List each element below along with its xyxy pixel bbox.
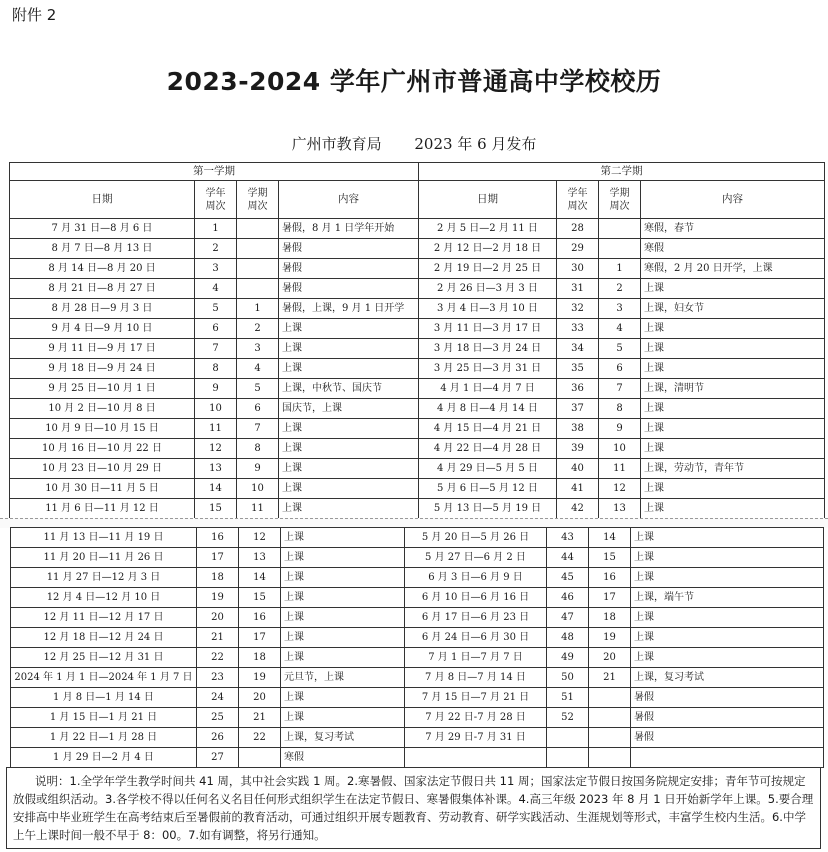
term2-date-cell: 4 月 29 日—5 月 5 日: [419, 459, 557, 479]
term1-date-cell: 10 月 9 日—10 月 15 日: [10, 419, 195, 439]
term2-content-cell: 上课: [641, 439, 825, 459]
term2-date-cell: 6 月 10 日—6 月 16 日: [405, 588, 547, 608]
term1-content-cell: 上课: [281, 568, 405, 588]
term2-date-cell: 7 月 29 日-7 月 31 日: [405, 728, 547, 748]
term2-date-cell: 5 月 13 日—5 月 19 日: [419, 499, 557, 519]
term2-date-cell: 6 月 3 日—6 月 9 日: [405, 568, 547, 588]
term2-content-cell: 上课: [631, 568, 824, 588]
term1-content-cell: 上课: [279, 479, 419, 499]
term2-term-week-cell: 10: [599, 439, 641, 459]
term1-content-cell: 上课: [281, 648, 405, 668]
term1-content-cell: 上课: [281, 708, 405, 728]
term1-year-week-cell: 24: [197, 688, 239, 708]
term1-term-week-cell: 8: [237, 439, 279, 459]
term2-year-week-cell: 38: [557, 419, 599, 439]
term1-term-week-cell: 11: [237, 499, 279, 519]
page-title: 2023-2024 学年广州市普通高中学校校历: [166, 67, 662, 96]
term2-year-week-cell: 28: [557, 219, 599, 239]
term1-date-cell: 8 月 14 日—8 月 20 日: [10, 259, 195, 279]
term-week-header-text: 学期 周次: [247, 187, 268, 212]
term1-date-cell: 8 月 7 日—8 月 13 日: [10, 239, 195, 259]
term1-content-cell: 上课: [279, 499, 419, 519]
col-year-week-header: [557, 181, 599, 219]
term1-content-cell: 暑假，上课，9 月 1 日开学: [279, 299, 419, 319]
term2-term-week-cell: 13: [599, 499, 641, 519]
term2-content-cell: 上课，复习考试: [631, 668, 824, 688]
term1-date-cell: 9 月 18 日—9 月 24 日: [10, 359, 195, 379]
term1-year-week-cell: 25: [197, 708, 239, 728]
term1-year-week-cell: 15: [195, 499, 237, 519]
col-content-header: 内容: [641, 181, 825, 219]
col-year-week-header: [195, 181, 237, 219]
publisher-line: [0, 133, 828, 154]
table-row: [10, 499, 825, 519]
term2-content-cell: 上课: [631, 548, 824, 568]
term1-content-cell: 上课: [281, 688, 405, 708]
term2-term-week-cell: [589, 728, 631, 748]
table-row: [11, 608, 824, 628]
table-row: [11, 568, 824, 588]
term1-term-week-cell: [237, 219, 279, 239]
term1-content-cell: 上课: [279, 359, 419, 379]
term1-content-cell: 上课: [281, 628, 405, 648]
term2-term-week-cell: 16: [589, 568, 631, 588]
term1-term-week-cell: 7: [237, 419, 279, 439]
term1-year-week-cell: 9: [195, 379, 237, 399]
term1-date-cell: 12 月 11 日—12 月 17 日: [11, 608, 197, 628]
term1-year-week-cell: 1: [195, 219, 237, 239]
term1-content-cell: 上课: [279, 339, 419, 359]
term1-term-week-cell: 6: [237, 399, 279, 419]
term2-content-cell: 寒假，2 月 20 日开学，上课: [641, 259, 825, 279]
term2-date-cell: 7 月 8 日—7 月 14 日: [405, 668, 547, 688]
term1-year-week-cell: 22: [197, 648, 239, 668]
term2-year-week-cell: 50: [547, 668, 589, 688]
term2-term-week-cell: 18: [589, 608, 631, 628]
term2-date-cell: [405, 748, 547, 768]
table-row: [11, 668, 824, 688]
term2-year-week-cell: 49: [547, 648, 589, 668]
table-row: [10, 399, 825, 419]
table-row: [10, 359, 825, 379]
term2-date-cell: 2 月 19 日—2 月 25 日: [419, 259, 557, 279]
term1-date-cell: 1 月 15 日—1 月 21 日: [11, 708, 197, 728]
term2-content-cell: 上课: [641, 419, 825, 439]
term2-year-week-cell: 37: [557, 399, 599, 419]
term1-term-week-cell: 4: [237, 359, 279, 379]
term1-date-cell: 2024 年 1 月 1 日—2024 年 1 月 7 日: [11, 668, 197, 688]
term2-content-cell: 上课，妇女节: [641, 299, 825, 319]
term2-year-week-cell: 36: [557, 379, 599, 399]
table-row: [10, 459, 825, 479]
term1-date-cell: 11 月 13 日—11 月 19 日: [11, 528, 197, 548]
term2-term-week-cell: 8: [599, 399, 641, 419]
term1-term-week-cell: 9: [237, 459, 279, 479]
term2-year-week-cell: 45: [547, 568, 589, 588]
term1-date-cell: 9 月 4 日—9 月 10 日: [10, 319, 195, 339]
term2-date-cell: 2 月 12 日—2 月 18 日: [419, 239, 557, 259]
term1-term-week-cell: 19: [239, 668, 281, 688]
term1-date-cell: 1 月 8 日—1 月 14 日: [11, 688, 197, 708]
term2-year-week-cell: 35: [557, 359, 599, 379]
term1-term-week-cell: 20: [239, 688, 281, 708]
table-row: [11, 628, 824, 648]
term1-content-cell: 上课: [281, 608, 405, 628]
term1-content-cell: 暑假: [279, 259, 419, 279]
term2-year-week-cell: 48: [547, 628, 589, 648]
term2-year-week-cell: 34: [557, 339, 599, 359]
term1-term-week-cell: 12: [239, 528, 281, 548]
term1-content-cell: 上课: [281, 528, 405, 548]
term2-term-week-cell: [589, 708, 631, 728]
term1-date-cell: 12 月 4 日—12 月 10 日: [11, 588, 197, 608]
term2-date-cell: 5 月 6 日—5 月 12 日: [419, 479, 557, 499]
term2-date-cell: 3 月 25 日—3 月 31 日: [419, 359, 557, 379]
term1-date-cell: 11 月 20 日—11 月 26 日: [11, 548, 197, 568]
publisher-org: 广州市教育局: [291, 135, 382, 153]
term1-year-week-cell: 11: [195, 419, 237, 439]
term2-content-cell: 上课，劳动节，青年节: [641, 459, 825, 479]
term2-content-cell: 上课: [641, 399, 825, 419]
term1-content-cell: 上课: [281, 548, 405, 568]
table-row: [10, 339, 825, 359]
term2-content-cell: 上课: [641, 479, 825, 499]
publish-date: 2023 年 6 月发布: [414, 135, 537, 153]
term1-content-cell: 暑假，8 月 1 日学年开始: [279, 219, 419, 239]
table-row: [10, 479, 825, 499]
term2-date-cell: 7 月 15 日—7 月 21 日: [405, 688, 547, 708]
term2-term-week-cell: 17: [589, 588, 631, 608]
term1-term-week-cell: 15: [239, 588, 281, 608]
term2-term-week-cell: [589, 688, 631, 708]
term2-content-cell: 上课: [641, 279, 825, 299]
term1-year-week-cell: 4: [195, 279, 237, 299]
term2-term-week-cell: 11: [599, 459, 641, 479]
term1-year-week-cell: 7: [195, 339, 237, 359]
term1-term-week-cell: 18: [239, 648, 281, 668]
table-row: [10, 239, 825, 259]
term2-term-week-cell: 1: [599, 259, 641, 279]
term2-date-cell: 4 月 22 日—4 月 28 日: [419, 439, 557, 459]
col-date-header: 日期: [419, 181, 557, 219]
term2-date-cell: 2 月 26 日—3 月 3 日: [419, 279, 557, 299]
term2-term-week-cell: 12: [599, 479, 641, 499]
term1-date-cell: 10 月 23 日—10 月 29 日: [10, 459, 195, 479]
calendar-table-part-1: [9, 162, 825, 519]
term1-year-week-cell: 13: [195, 459, 237, 479]
term2-year-week-cell: 52: [547, 708, 589, 728]
term1-date-cell: 11 月 27 日—12 月 3 日: [11, 568, 197, 588]
term1-year-week-cell: 8: [195, 359, 237, 379]
term2-content-cell: 上课: [641, 339, 825, 359]
term2-year-week-cell: 47: [547, 608, 589, 628]
col-date-header: 日期: [10, 181, 195, 219]
term1-term-week-cell: 21: [239, 708, 281, 728]
term2-year-week-cell: 46: [547, 588, 589, 608]
term2-year-week-cell: 39: [557, 439, 599, 459]
term2-content-cell: 上课: [641, 499, 825, 519]
table-row: [11, 528, 824, 548]
term1-content-cell: 上课: [279, 439, 419, 459]
term2-year-week-cell: 29: [557, 239, 599, 259]
term1-year-week-cell: 14: [195, 479, 237, 499]
term1-year-week-cell: 5: [195, 299, 237, 319]
term2-year-week-cell: 41: [557, 479, 599, 499]
term2-term-week-cell: 14: [589, 528, 631, 548]
term2-date-cell: 3 月 4 日—3 月 10 日: [419, 299, 557, 319]
term2-term-week-cell: 2: [599, 279, 641, 299]
term2-content-cell: 寒假: [641, 239, 825, 259]
term2-date-cell: 5 月 27 日—6 月 2 日: [405, 548, 547, 568]
term2-year-week-cell: 42: [557, 499, 599, 519]
term2-date-cell: 2 月 5 日—2 月 11 日: [419, 219, 557, 239]
term1-year-week-cell: 6: [195, 319, 237, 339]
term1-year-week-cell: 19: [197, 588, 239, 608]
col-term-week-header: [237, 181, 279, 219]
term1-date-cell: 11 月 6 日—11 月 12 日: [10, 499, 195, 519]
term2-date-cell: 4 月 1 日—4 月 7 日: [419, 379, 557, 399]
table-row: [11, 688, 824, 708]
col-term-week-header: [599, 181, 641, 219]
term2-year-week-cell: 31: [557, 279, 599, 299]
term2-content-cell: 上课: [631, 648, 824, 668]
term1-year-week-cell: 10: [195, 399, 237, 419]
term2-year-week-cell: [547, 728, 589, 748]
term2-date-cell: 3 月 18 日—3 月 24 日: [419, 339, 557, 359]
term1-term-week-cell: 3: [237, 339, 279, 359]
term2-year-week-cell: 44: [547, 548, 589, 568]
term1-date-cell: 8 月 21 日—8 月 27 日: [10, 279, 195, 299]
term1-date-cell: 1 月 22 日—1 月 28 日: [11, 728, 197, 748]
term2-date-cell: 4 月 8 日—4 月 14 日: [419, 399, 557, 419]
term1-term-week-cell: 13: [239, 548, 281, 568]
table-row: [11, 648, 824, 668]
term2-header: 第二学期: [419, 163, 825, 181]
term1-term-week-cell: 10: [237, 479, 279, 499]
term2-content-cell: 上课: [641, 359, 825, 379]
term2-content-cell: 上课: [631, 528, 824, 548]
table-row: [11, 748, 824, 768]
term1-year-week-cell: 23: [197, 668, 239, 688]
term2-date-cell: 7 月 1 日—7 月 7 日: [405, 648, 547, 668]
table-row: [10, 279, 825, 299]
term2-year-week-cell: [547, 748, 589, 768]
table-row: [11, 708, 824, 728]
term1-date-cell: 10 月 2 日—10 月 8 日: [10, 399, 195, 419]
term1-date-cell: 12 月 25 日—12 月 31 日: [11, 648, 197, 668]
term1-term-week-cell: 17: [239, 628, 281, 648]
term2-content-cell: [631, 748, 824, 768]
term2-term-week-cell: 6: [599, 359, 641, 379]
table-row: [11, 588, 824, 608]
term2-content-cell: 上课，清明节: [641, 379, 825, 399]
term2-term-week-cell: [599, 219, 641, 239]
term1-content-cell: 上课: [281, 588, 405, 608]
term1-term-week-cell: 2: [237, 319, 279, 339]
term2-year-week-cell: 43: [547, 528, 589, 548]
term-week-header-text: 学期 周次: [609, 187, 630, 212]
term1-year-week-cell: 2: [195, 239, 237, 259]
term2-year-week-cell: 32: [557, 299, 599, 319]
term1-date-cell: 1 月 29 日—2 月 4 日: [11, 748, 197, 768]
term1-term-week-cell: [237, 259, 279, 279]
term1-content-cell: 上课，复习考试: [281, 728, 405, 748]
term1-year-week-cell: 27: [197, 748, 239, 768]
term2-content-cell: 寒假，春节: [641, 219, 825, 239]
term1-year-week-cell: 18: [197, 568, 239, 588]
term2-date-cell: 3 月 11 日—3 月 17 日: [419, 319, 557, 339]
term1-term-week-cell: 22: [239, 728, 281, 748]
term1-date-cell: 8 月 28 日—9 月 3 日: [10, 299, 195, 319]
term1-year-week-cell: 17: [197, 548, 239, 568]
term1-term-week-cell: [237, 279, 279, 299]
table-row: [10, 379, 825, 399]
term1-content-cell: 国庆节，上课: [279, 399, 419, 419]
term1-year-week-cell: 26: [197, 728, 239, 748]
table-row: [11, 728, 824, 748]
term1-content-cell: 寒假: [281, 748, 405, 768]
term2-term-week-cell: 3: [599, 299, 641, 319]
term2-content-cell: 暑假: [631, 688, 824, 708]
term2-term-week-cell: [599, 239, 641, 259]
term1-date-cell: 9 月 11 日—9 月 17 日: [10, 339, 195, 359]
term2-year-week-cell: 51: [547, 688, 589, 708]
term1-content-cell: 上课: [279, 419, 419, 439]
term1-term-week-cell: [237, 239, 279, 259]
attachment-label: 附件 2: [12, 6, 57, 24]
year-week-header-text: 学年 周次: [567, 187, 588, 212]
year-week-header-text: 学年 周次: [205, 187, 226, 212]
term2-term-week-cell: 5: [599, 339, 641, 359]
term1-term-week-cell: 1: [237, 299, 279, 319]
term1-content-cell: 暑假: [279, 239, 419, 259]
term2-term-week-cell: 20: [589, 648, 631, 668]
term2-term-week-cell: 19: [589, 628, 631, 648]
term1-year-week-cell: 16: [197, 528, 239, 548]
term2-term-week-cell: [589, 748, 631, 768]
term1-year-week-cell: 12: [195, 439, 237, 459]
term2-content-cell: 暑假: [631, 708, 824, 728]
term2-content-cell: 上课: [631, 608, 824, 628]
term1-content-cell: 上课: [279, 319, 419, 339]
table-row: [11, 548, 824, 568]
term1-content-cell: 元旦节，上课: [281, 668, 405, 688]
term2-term-week-cell: 9: [599, 419, 641, 439]
term1-term-week-cell: 14: [239, 568, 281, 588]
term1-term-week-cell: [239, 748, 281, 768]
term2-term-week-cell: 4: [599, 319, 641, 339]
term1-term-week-cell: 16: [239, 608, 281, 628]
term1-content-cell: 上课: [279, 459, 419, 479]
term1-year-week-cell: 3: [195, 259, 237, 279]
table-row: [10, 319, 825, 339]
term1-year-week-cell: 20: [197, 608, 239, 628]
term2-term-week-cell: 15: [589, 548, 631, 568]
term2-date-cell: 5 月 20 日—5 月 26 日: [405, 528, 547, 548]
term2-term-week-cell: 21: [589, 668, 631, 688]
term1-content-cell: 暑假: [279, 279, 419, 299]
calendar-table-part-2: [10, 527, 824, 768]
table-row: [10, 259, 825, 279]
term1-header: 第一学期: [10, 163, 419, 181]
term1-content-cell: 上课，中秋节、国庆节: [279, 379, 419, 399]
term1-date-cell: 9 月 25 日—10 月 1 日: [10, 379, 195, 399]
term2-date-cell: 7 月 22 日-7 月 28 日: [405, 708, 547, 728]
term1-date-cell: 12 月 18 日—12 月 24 日: [11, 628, 197, 648]
term2-year-week-cell: 40: [557, 459, 599, 479]
term2-content-cell: 上课: [641, 319, 825, 339]
term2-date-cell: 6 月 17 日—6 月 23 日: [405, 608, 547, 628]
term1-date-cell: 10 月 16 日—10 月 22 日: [10, 439, 195, 459]
term2-date-cell: 6 月 24 日—6 月 30 日: [405, 628, 547, 648]
term1-term-week-cell: 5: [237, 379, 279, 399]
term1-date-cell: 10 月 30 日—11 月 5 日: [10, 479, 195, 499]
term2-term-week-cell: 7: [599, 379, 641, 399]
term2-year-week-cell: 30: [557, 259, 599, 279]
notes-box: 说明：1.全学年学生教学时间共 41 周，其中社会实践 1 周。2.寒暑假、国家法定节假日共 11 周；国家法定节假日按国务院规定安排；青年节可按规定放假或组织活动。3.各学校不得以任何名义名目任何形式组织学生在法定节假日、寒暑假集体补课。4.高三年级 2023 年 8 月 1 日开始新学年上课。5.要合理安排高中毕业班学生在高考结束后至暑假前的教育活动，可通过组织开展专题教育、劳动教育、研学实践活动、生涯规划等形式，丰富学生校内生活。6.中学上午上课时间一般不早于 8：00。7.如有调整，将另行通知。: [6, 767, 821, 849]
term2-content-cell: 上课，端午节: [631, 588, 824, 608]
term2-content-cell: 上课: [631, 628, 824, 648]
term1-date-cell: 7 月 31 日—8 月 6 日: [10, 219, 195, 239]
col-content-header: 内容: [279, 181, 419, 219]
term1-year-week-cell: 21: [197, 628, 239, 648]
table-row: [10, 299, 825, 319]
table-row: [10, 419, 825, 439]
table-row: [10, 439, 825, 459]
term2-year-week-cell: 33: [557, 319, 599, 339]
term2-date-cell: 4 月 15 日—4 月 21 日: [419, 419, 557, 439]
table-row: [10, 219, 825, 239]
term2-content-cell: 暑假: [631, 728, 824, 748]
